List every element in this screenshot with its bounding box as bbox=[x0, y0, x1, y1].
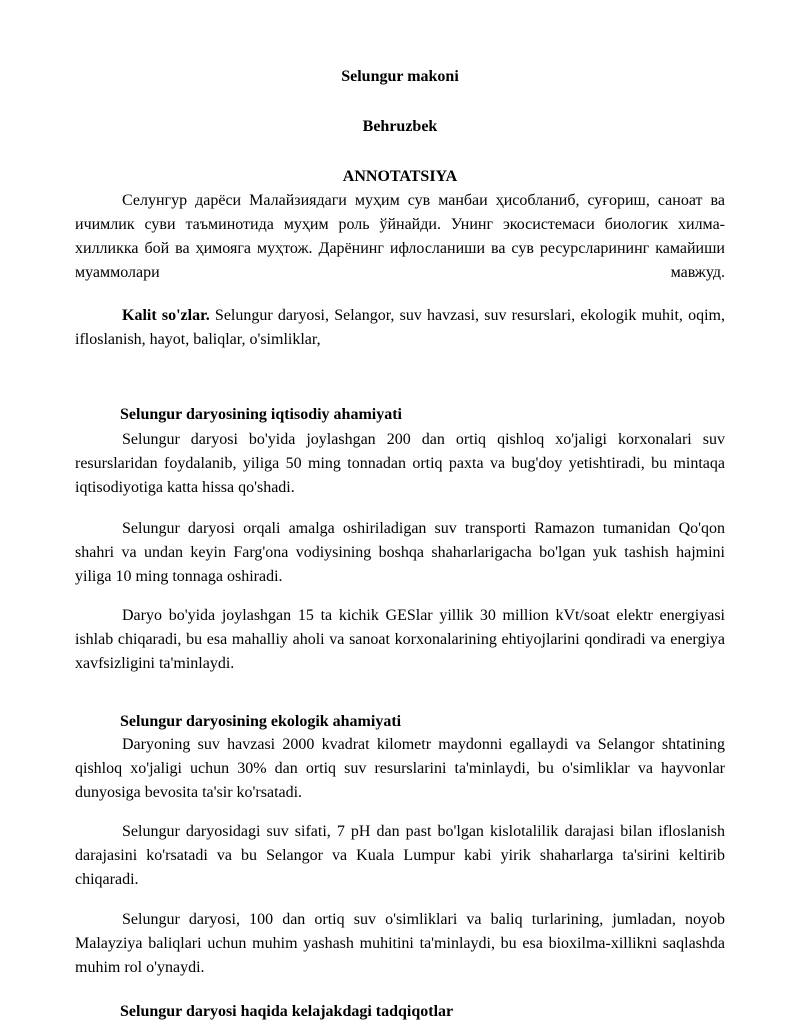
section-ecological-paragraph-2: Selungur daryosidagi suv sifati, 7 pH dan past bo'lgan kislotalilik darajasi bilan ifloslanish darajasini ko'rsatadi va bu Selangor va Kuala Lumpur kabi yirik shaharlarga ta'sirini keltirib chiqaradi. bbox=[75, 823, 725, 888]
section-ecological-paragraph-3: Selungur daryosi, 100 dan ortiq suv o'simliklari va baliq turlarining, jumladan, noyob Malayziya baliqlari uchun muhim yashash muhitini ta'minlaydi, bu esa bioxilma-xillikni saqlashda muhim rol o'ynaydi. bbox=[75, 911, 725, 976]
abstract-text: Селунгур дарёси Малайзиядаги муҳим сув манбаи ҳисобланиб, суғориш, саноат ва ичимлик суви таъминотида муҳим роль ўйнайди. Унинг экосистемаси биологик хилма-хилликка бой ва ҳимояга муҳтож. Дарёнинг ифлосланиши ва сув ресурсларининг камайиши муаммолари мавжуд. bbox=[75, 192, 725, 281]
abstract-heading: ANNOTATSIYA bbox=[342, 168, 458, 185]
section-ecological-paragraph-1: Daryoning suv havzasi 2000 kvadrat kilometr maydonni egallaydi va Selangor shtatining qishloq xo'jaligi uchun 30% dan ortiq suv resurslarini ta'minlaydi, bu o'simliklar va hayvonlar dunyosiga bevosita ta'sir ko'rsatadi. bbox=[75, 736, 725, 801]
keywords-paragraph bbox=[75, 304, 725, 352]
keywords-text: Selungur daryosi, Selangor, suv havzasi, suv resurslari, ekologik muhit, oqim, ifloslanish, hayot, baliqlar, o'simliklar, bbox=[75, 307, 725, 348]
section-economic-paragraph-2: Selungur daryosi orqali amalga oshiriladigan suv transporti Ramazon tumanidan Qo'qon shahri va undan keyin Farg'ona vodiysining boshqa shaharlarigacha bo'lgan yuk tashish hajmini yiliga 10 ming tonnaga oshiradi. bbox=[75, 520, 725, 585]
document-author: Behruzbek bbox=[362, 118, 438, 135]
section-heading-ecological: Selungur daryosining ekologik ahamiyati bbox=[120, 713, 402, 730]
section-heading-economic: Selungur daryosining iqtisodiy ahamiyati bbox=[120, 406, 402, 423]
keywords-label: Kalit so'zlar. bbox=[122, 307, 210, 324]
section-economic-paragraph-3: Daryo bo'yida joylashgan 15 ta kichik GESlar yillik 30 million kVt/soat elektr energiyasi ishlab chiqaradi, bu esa mahalliy aholi va sanoat korxonalarining ehtiyojlarini qondiradi va energiya xavfsizligini ta'minlaydi. bbox=[75, 607, 725, 672]
section-economic-paragraph-1: Selungur daryosi bo'yida joylashgan 200 dan ortiq qishloq xo'jaligi korxonalari suv resurslaridan foydalanib, yiliga 50 ming tonnadan ortiq paxta va bug'doy yetishtiradi, bu mintaqa iqtisodiyotiga katta hissa qo'shadi. bbox=[75, 431, 725, 496]
section-heading-future-research: Selungur daryosi haqida kelajakdagi tadqiqotlar bbox=[120, 1003, 454, 1020]
document-page bbox=[75, 0, 725, 1035]
document-title: Selungur makoni bbox=[341, 68, 459, 85]
